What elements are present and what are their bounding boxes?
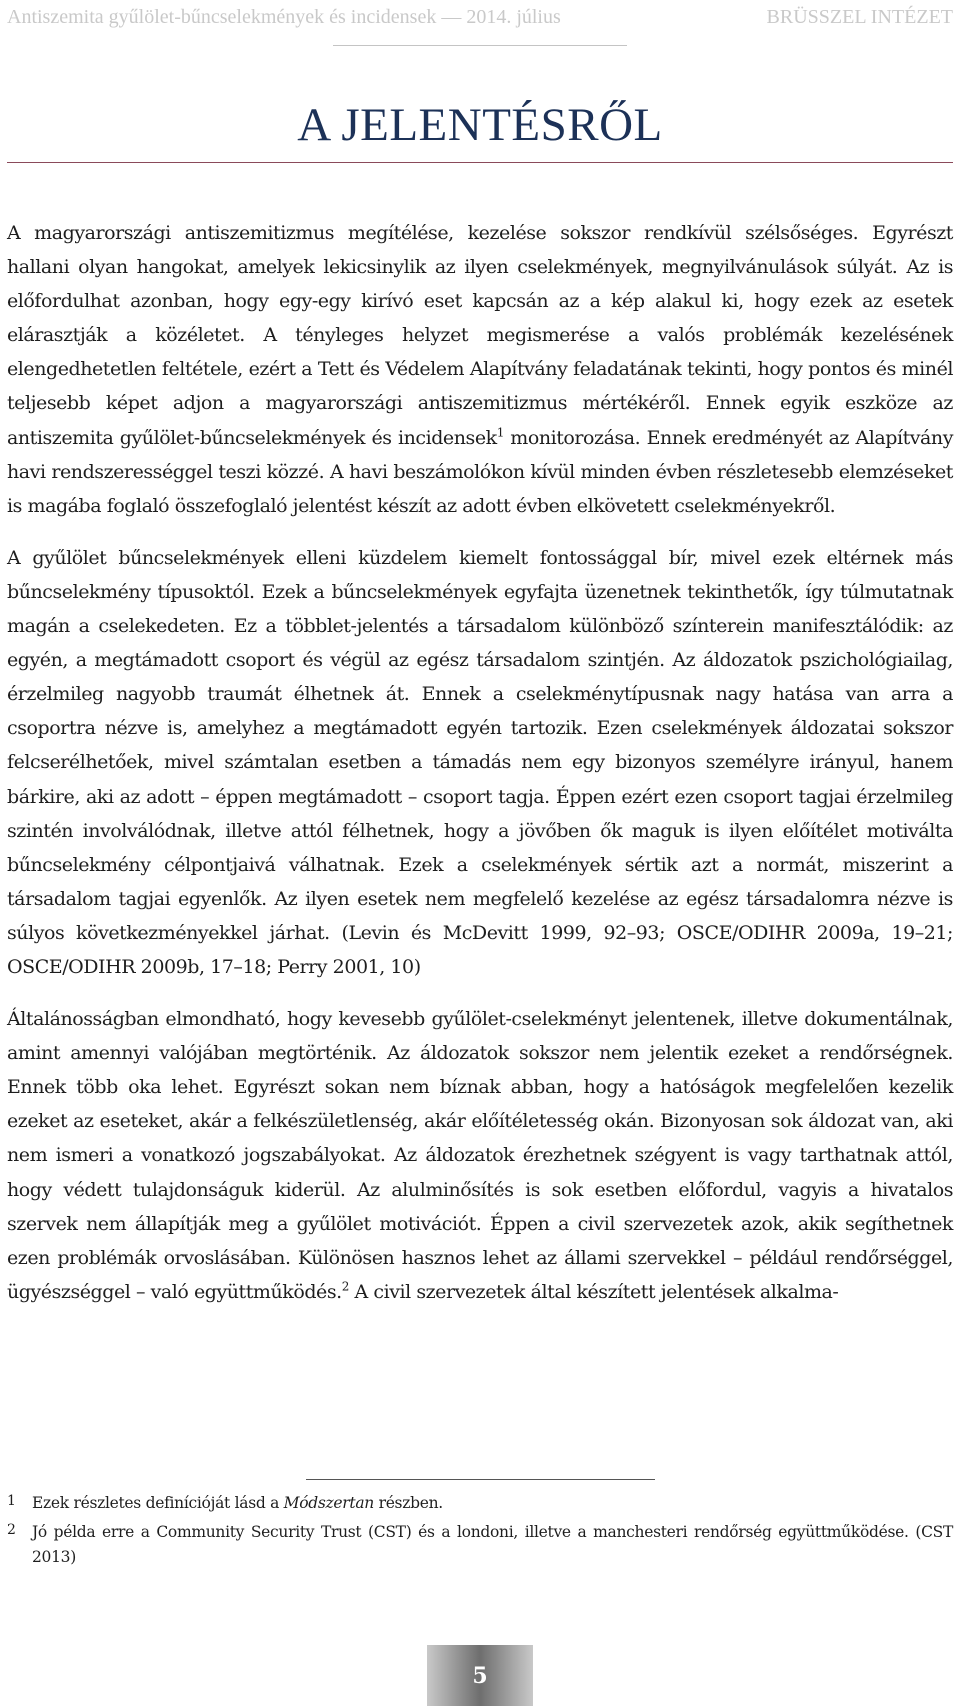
page-title: A JELENTÉSRŐL	[297, 99, 663, 151]
footnote-1-text-a: Ezek részletes definícióját lásd a	[32, 1494, 284, 1512]
footnote-divider	[306, 1479, 655, 1480]
footnote-1-emphasis: Módszertan	[283, 1494, 374, 1512]
header-document-title: Antiszemita gyűlölet-bűncselekmények és incidensek — 2014. július	[7, 6, 561, 28]
paragraph-1	[7, 216, 953, 523]
paragraph-3	[7, 1002, 953, 1309]
footnote-ref-2: 2	[341, 1279, 349, 1294]
title-divider	[7, 162, 953, 163]
footnote-1-number: 1	[7, 1493, 16, 1509]
footnote-ref-1: 1	[496, 425, 504, 440]
footnote-1-text-b: részben.	[373, 1494, 443, 1512]
footnote-2	[7, 1520, 953, 1570]
footnotes	[7, 1491, 953, 1574]
footnote-2-text: Jó példa erre a Community Security Trust (CST) és a londoni, illetve a manchesteri rendőrség együttműködése. (CST 2013)	[32, 1523, 953, 1566]
header-divider	[333, 45, 627, 46]
paragraph-1-text-b: monitorozása. Ennek eredményét az Alapítvány havi rendszerességgel teszi közzé. A havi beszámolókon kívül minden évben részletesebb elemzéseket is magába foglaló összefoglaló jelentést készít az adott évben elkövetett cselekményekről.	[7, 426, 953, 517]
paragraph-3-text-b: A civil szervezetek által készített jelentések alkalma-	[348, 1280, 839, 1303]
header-publisher: BRÜSSZEL INTÉZET	[766, 6, 953, 28]
paragraph-3-text-a: Általánosságban elmondható, hogy kevesebb gyűlölet-cselekményt jelentenek, illetve dokumentálnak, amint amennyi valójában megtörténik. Az áldozatok sokszor nem jelentik ezeket a rendőrségnek. Ennek több oka lehet. Egyrészt sokan nem bíznak abban, hogy a hatóságok megfelelően kezelik ezeket az eseteket, akár a felkészületlenség, akár előítéletesség okán. Bizonyosan sok áldozat van, aki nem ismeri a vonatkozó jogszabályokat. Az áldozatok érezhetnek szégyent is vagy tarthatnak attól, hogy védett tulajdonságuk kiderül. Az alulminősítés is sok esetben előfordul, vagyis a hivatalos szervek nem állapítják meg a gyűlölet motivációt. Éppen a civil szervezetek azok, akik segíthetnek ezen problémák orvoslásában. Különösen hasznos lehet az állami szervekkel – például rendőrséggel, ügyészséggel – való együttműködés.	[7, 1008, 953, 1303]
running-header	[7, 6, 953, 36]
page-number: 5	[427, 1645, 533, 1706]
paragraph-2: A gyűlölet bűncselekmények elleni küzdelem kiemelt fontossággal bír, mivel ezek eltérnek más bűncselekmény típusoktól. Ezek a bűncselekmények egyfajta üzenetnek tekinthetők, így túlmutatnak magán a cselekedeten. Ez a többlet-jelentés a társadalom különböző színterein manifesztálódik: az egyén, a megtámadott csoport és végül az egész társadalom szintjén. Az áldozatok pszichológiailag, érzelmileg nagyobb traumát élhetnek át. Ennek a cselekménytípusnak nagy hatása van arra a csoportra nézve is, amelyhez a megtámadott egyén tartozik. Ezen cselekmények áldozatai sokszor felcserélhetőek, mivel számtalan esetben a támadás nem egy bizonyos személyre irányul, hanem bárkire, aki az adott – éppen megtámadott – csoport tagja. Éppen ezért ezen csoport tagjai érzelmileg szintén involválódnak, illetve attól félhetnek, hogy a jövőben ők maguk is ilyen előítélet motiválta bűncselekmény célpontjaivá válhatnak. Ezek a cselekmények sértik azt a normát, miszerint a társadalom tagjai egyenlők. Az ilyen esetek nem megfelelő kezelése az egész társadalomra nézve is súlyos következményekkel járhat. (Levin és McDevitt 1999, 92–93; OSCE/ODIHR 2009a, 19–21; OSCE/ODIHR 2009b, 17–18; Perry 2001, 10)	[7, 546, 953, 978]
footnote-2-number: 2	[7, 1522, 16, 1538]
main-text	[7, 216, 953, 1327]
paragraph-1-text-a: A magyarországi antiszemitizmus megítélése, kezelése sokszor rendkívül szélsőséges. Egyrészt hallani olyan hangokat, amelyek lekicsinylik az ilyen cselekmények, megnyilvánulások súlyát. Az is előfordulhat azonban, hogy egy-egy kirívó eset kapcsán az a kép alakul ki, hogy ezek az esetek elárasztják a közéletet. A tényleges helyzet megismerése a valós problémák kezelésének elengedhetetlen feltétele, ezért a Tett és Védelem Alapítvány feladatának tekinti, hogy pontos és minél teljesebb képet adjon a magyarországi antiszemitizmus mértékéről. Ennek egyik eszköze az antiszemita gyűlölet-bűncselekmények és incidensek	[7, 222, 953, 449]
footnote-1	[7, 1491, 953, 1516]
